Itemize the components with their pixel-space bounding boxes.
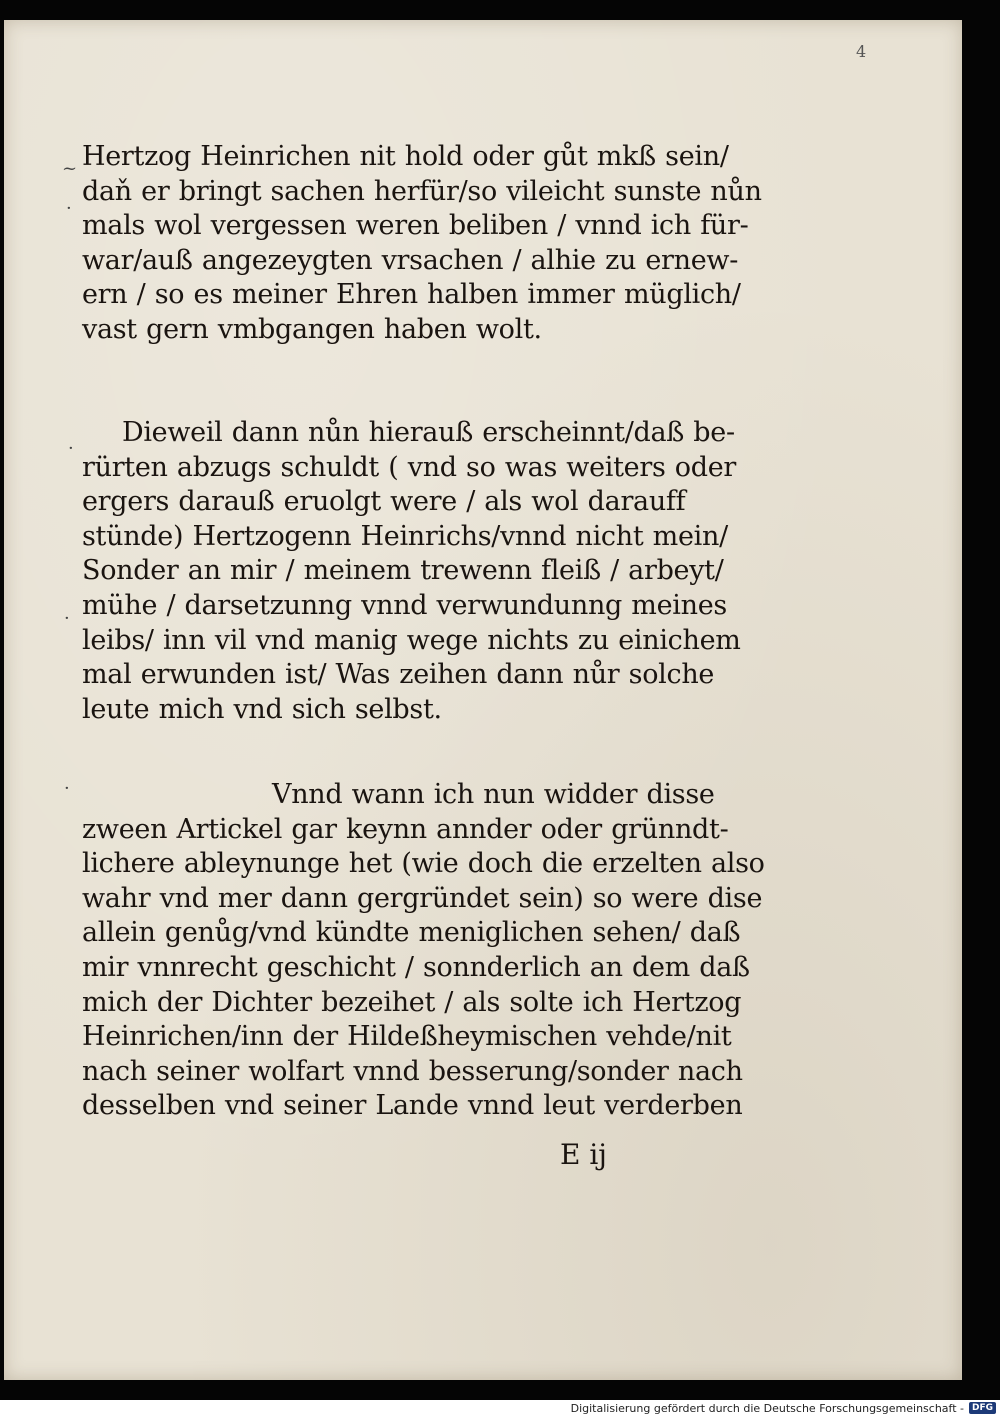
text-line: war/auß angezeygten vrsachen / alhie zu ernew- [82, 244, 739, 276]
text-line: mir vnnrecht geschicht / sonnderlich an dem daß [82, 951, 750, 983]
text-line: ergers darauß eruolgt were / als wol darauff [82, 486, 686, 518]
text-line: zween Artickel gar keynn annder oder grünndt- [82, 813, 729, 845]
book-page [4, 20, 962, 1380]
text-line: mal erwunden ist/ Was zeihen dann nůr solche [82, 659, 715, 691]
paragraph-2 [82, 416, 741, 727]
text-line: stünde) Hertzogenn Heinrichs/vnnd nicht mein/ [82, 520, 728, 552]
paragraph-1 [82, 140, 762, 348]
text-line: nach seiner wolfart vnnd besserung/sonder nach [82, 1055, 743, 1087]
text-line: lichere ableynunge het (wie doch die erzelten also [82, 848, 765, 880]
text-line: allein genůg/vnd kündte meniglichen sehen/ daß [82, 917, 741, 949]
margin-mark: · [64, 778, 70, 799]
paragraph-3 [82, 778, 765, 1124]
margin-mark: · [66, 198, 72, 219]
text-line: leibs/ inn vil vnd manig wege nichts zu einichem [82, 624, 741, 656]
text-line: rürten abzugs schuldt ( vnd so was weiters oder [82, 451, 737, 483]
text-line: Hertzog Heinrichen nit hold oder gůt mkß sein/ [82, 141, 729, 172]
text-line: leute mich vnd sich selbst. [82, 693, 442, 725]
text-line: desselben vnd seiner Lande vnnd leut verderben [82, 1090, 743, 1122]
text-line: mich der Dichter bezeihet / als solte ich Hertzog [82, 986, 742, 1018]
text-line: mühe / darsetzunng vnnd verwundunng meines [82, 589, 727, 621]
text-line: Vnnd wann ich nun widder disse [272, 779, 715, 810]
footer-credit: Digitalisierung gefördert durch die Deutsche Forschungsgemeinschaft - [570, 1402, 964, 1415]
margin-mark: · [64, 608, 70, 629]
dfg-logo: DFG [969, 1402, 996, 1414]
margin-mark: · [68, 438, 74, 459]
text-line: wahr vnd mer dann gergründet sein) so were dise [82, 882, 763, 914]
margin-mark: ~ [62, 158, 78, 179]
text-line: ern / so es meiner Ehren halben immer müglich/ [82, 279, 741, 311]
text-line: daň er bringt sachen herfür/so vileicht sunste nůn [82, 175, 762, 207]
text-line: vast gern vmbgangen haben wolt. [82, 313, 542, 345]
folio-number: 4 [856, 42, 867, 61]
text-line: Dieweil dann nůn hierauß erscheinnt/daß be- [122, 417, 735, 448]
signature-mark: E ij [560, 1138, 607, 1171]
footer-bar [0, 1400, 1000, 1418]
text-line: Heinrichen/inn der Hildeßheymischen vehde/nit [82, 1021, 732, 1053]
text-line: Sonder an mir / meinem trewenn fleiß / arbeyt/ [82, 555, 724, 587]
text-line: mals wol vergessen weren beliben / vnnd ich für- [82, 210, 749, 242]
